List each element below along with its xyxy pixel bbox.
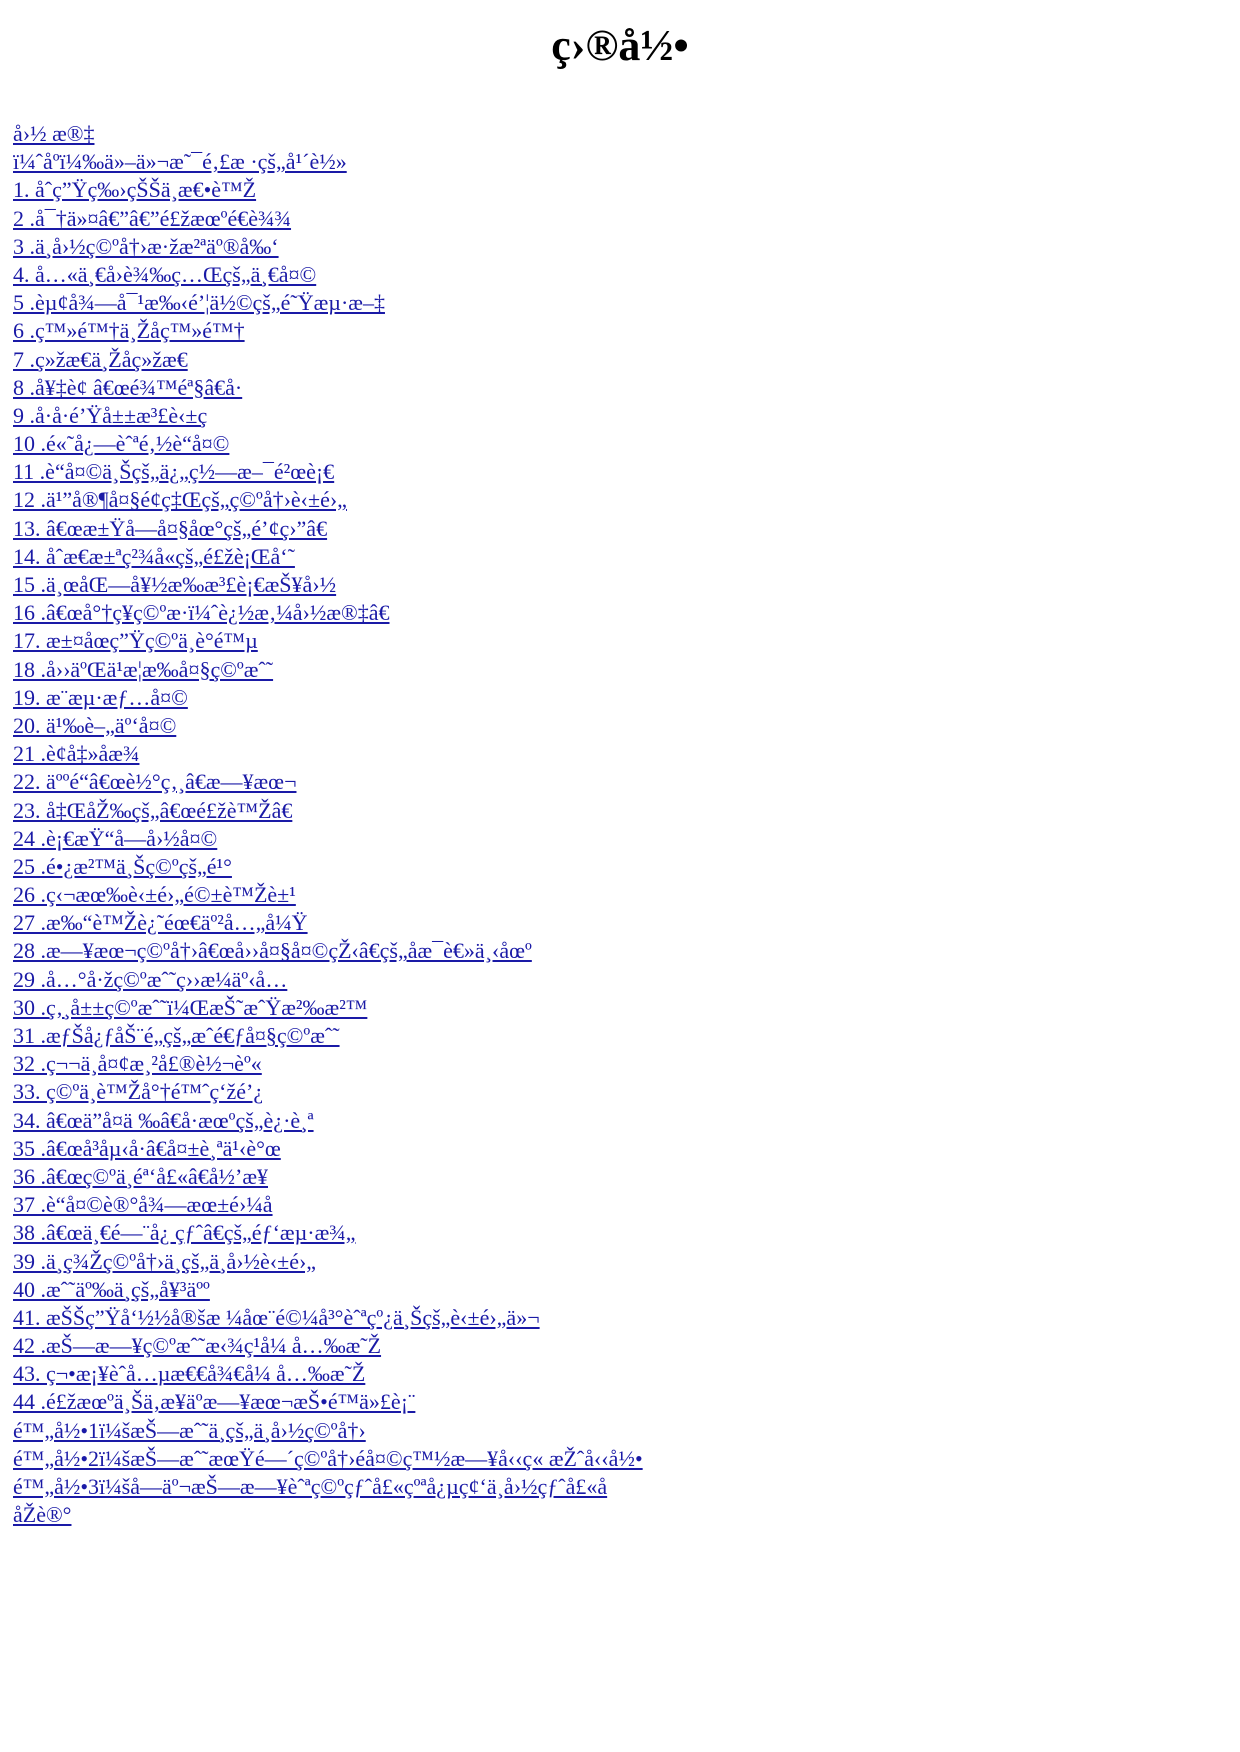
list-item (13, 966, 1213, 994)
list-item (13, 430, 1213, 458)
toc-link[interactable]: 1. åˆç”Ÿç‰›çŠŠä¸æ€•è™Ž (13, 177, 257, 203)
toc-link[interactable]: 40 .æˆ˜äº‰ä¸çš„å¥³äºº (13, 1276, 210, 1302)
list-item (13, 627, 1213, 655)
toc-link[interactable]: å›½ æ®‡ (13, 121, 95, 146)
toc-link[interactable]: 2 .å¯†ä»¤â€”â€”é£žæœºé€è¾¾ (13, 205, 292, 231)
list-item (13, 1332, 1213, 1360)
list-item (13, 937, 1213, 965)
toc-link[interactable]: 28 .æ—¥æœ¬ç©ºå†›â€œå››å¤§å¤©çŽ‹â€çš„åæ¯è€»ä¸‹åœº (13, 938, 532, 964)
list-item (13, 656, 1213, 684)
table-of-contents (13, 120, 1213, 1529)
list-item (13, 458, 1213, 486)
toc-link[interactable]: 42 .æŠ—æ—¥ç©ºæˆ˜æ‹¾ç¹å¼ å…‰æ˜Ž (13, 1333, 382, 1359)
toc-link[interactable]: 44 .é£žæœºä¸Šä‚æ¥äºæ—¥æœ¬æŠ•é™ä»£è¡¨ (13, 1389, 416, 1415)
list-item (13, 599, 1213, 627)
list-item (13, 1304, 1213, 1332)
list-item (13, 994, 1213, 1022)
list-item (13, 1445, 1213, 1473)
toc-link[interactable]: 38 .â€œä¸€é—¨å¿ çƒˆâ€çš„éƒ‘æµ·æ¾„ (13, 1220, 356, 1246)
list-item (13, 120, 1213, 148)
toc-link[interactable]: 21 .è¢å‡»åæ¾ (13, 741, 140, 767)
list-item (13, 797, 1213, 825)
list-item (13, 1219, 1213, 1247)
list-item (13, 148, 1213, 176)
list-item (13, 1163, 1213, 1191)
toc-link[interactable]: 37 .è“å¤©è®°å¾—æœ±é›¼å (13, 1192, 273, 1218)
toc-link[interactable]: 17. æ±¤åœç”Ÿç©ºä¸è°é™µ (13, 628, 258, 654)
toc-link[interactable]: 16 .â€œå°†ç¥ç©ºæ·ï¼ˆè¿½æ‚¼å›½æ®‡â€ (13, 600, 390, 626)
list-item (13, 881, 1213, 909)
list-item (13, 205, 1213, 233)
toc-link[interactable]: 14. åˆæ€æ±ªç²¾å«çš„é£žè¡Œå‘˜ (13, 543, 295, 569)
toc-link[interactable]: 27 .æ‰“è™Žè¿˜éœ€äº²å…„å¼Ÿ (13, 910, 308, 936)
toc-link[interactable]: 4. å…«ä¸€å›è¾‰ç…Œçš„ä¸€å¤© (13, 261, 317, 287)
toc-link[interactable]: 19. æ¨æµ·æƒ…å¤© (13, 684, 188, 710)
toc-link[interactable]: ï¼ˆåºï¼‰ä»–ä»¬æ˜¯é‚£æ ·çš„å¹´è½» (13, 149, 347, 175)
toc-link[interactable]: 9 .å·å·é’Ÿå±±æ³£è‹±ç (13, 402, 208, 428)
list-item (13, 543, 1213, 571)
list-item (13, 1501, 1213, 1529)
toc-link[interactable]: 22. äººé“â€œè½°ç‚¸â€æ—¥æœ¬ (13, 769, 297, 795)
list-item (13, 1417, 1213, 1445)
page-title: ç›®å½• (551, 21, 689, 70)
list-item (13, 289, 1213, 317)
list-item (13, 1360, 1213, 1388)
toc-link[interactable]: 43. ç¬•æ¡¥èˆå…µæ€€å¾€å¼ å…‰æ˜Ž (13, 1361, 366, 1387)
toc-link[interactable]: 32 .ç¬¬ä¸å¤¢æ¸²å£®è½¬èº« (13, 1051, 262, 1077)
list-item (13, 853, 1213, 881)
toc-link[interactable]: 8 .å¥‡è¢ â€œé¾™éª§â€å· (13, 374, 243, 400)
toc-link[interactable]: 15 .ä¸œåŒ—å¥½æ‰æ³£è¡€æŠ¥å›½ (13, 572, 337, 597)
toc-link[interactable]: 18 .å››äºŒä¹æ¦æ‰å¤§ç©ºæˆ˜ (13, 656, 274, 682)
list-item (13, 1388, 1213, 1416)
list-item (13, 515, 1213, 543)
toc-link[interactable]: 12 .ä¹”å®¶å¤§é¢ç‡Œçš„ç©ºå†›è‹±é›„ (13, 487, 347, 513)
list-item (13, 176, 1213, 204)
list-item (13, 1248, 1213, 1276)
toc-link[interactable]: 5 .èµ¢å¾—å¯¹æ‰‹é’¦ä½©çš„é˜Ÿæµ·æ–‡ (13, 290, 385, 316)
toc-link[interactable]: 13. â€œæ±Ÿå—å¤§åœ°çš„é’¢ç›”â€ (13, 515, 328, 541)
list-item (13, 486, 1213, 514)
toc-link[interactable]: 7 .ç»žæ€ä¸Žåç»žæ€ (13, 346, 188, 372)
list-item (13, 261, 1213, 289)
toc-link[interactable]: é™„å½•3ï¼šå—äº¬æŠ—æ—¥èˆªç©ºçƒˆå£«çºªå¿µç¢‘ä¸å›½çƒˆå£«å (13, 1474, 608, 1499)
toc-link[interactable]: 36 .â€œç©ºä¸éª‘å£«â€å½’æ¥ (13, 1163, 268, 1189)
list-item (13, 233, 1213, 261)
list-item (13, 571, 1213, 599)
toc-link[interactable]: 3 .ä¸å›½ç©ºå†›æ·žæ²ªäº®å‰‘ (13, 233, 279, 259)
toc-link[interactable]: 35 .â€œå³åµ‹å·â€å¤±è¸ªä¹‹è°œ (13, 1135, 281, 1161)
list-item (13, 1050, 1213, 1078)
list-item (13, 712, 1213, 740)
toc-link[interactable]: 26 .ç‹¬æœ‰è‹±é›„é©±è™Žè±¹ (13, 882, 296, 908)
toc-link[interactable]: 41. æŠŠç”Ÿå‘½½å®šæ ¼åœ¨é©¼å³°èˆªçº¿ä¸Šçš„è‹±é›„ä»¬ (13, 1304, 540, 1330)
list-item (13, 1107, 1213, 1135)
list-item (13, 825, 1213, 853)
toc-link[interactable]: 11 .è“å¤©ä¸Šçš„ä¿„ç½—æ–¯é²œè¡€ (13, 459, 335, 485)
list-item (13, 374, 1213, 402)
list-item (13, 768, 1213, 796)
list-item (13, 346, 1213, 374)
toc-link[interactable]: 6 .ç™»é™†ä¸Žåç™»é™† (13, 318, 245, 344)
toc-link[interactable]: 30 .ç‚¸å±±ç©ºæˆ˜ï¼ŒæŠ˜æˆŸæ²‰æ²™ (13, 994, 368, 1020)
toc-link[interactable]: 33. ç©ºä¸è™Žå°†é™ˆç‘žé’¿ (13, 1079, 264, 1105)
list-item (13, 1022, 1213, 1050)
list-item (13, 909, 1213, 937)
toc-link[interactable]: 24 .è¡€æŸ“å—å›½å¤© (13, 825, 218, 851)
list-item (13, 740, 1213, 768)
toc-link[interactable]: 10 .é«˜å¿—èˆªé‚½è“å¤© (13, 431, 230, 457)
toc-link[interactable]: 23. å‡ŒåŽ‰çš„â€œé£žè™Žâ€ (13, 797, 293, 823)
toc-link[interactable]: 20. ä¹‰è–„äº‘å¤© (13, 712, 177, 738)
list-item (13, 1276, 1213, 1304)
list-item (13, 684, 1213, 712)
toc-link[interactable]: 31 .æƒŠå¿ƒåŠ¨é„çš„æˆé€ƒå¤§ç©ºæˆ˜ (13, 1023, 340, 1048)
list-item (13, 1135, 1213, 1163)
list-item (13, 1473, 1213, 1501)
toc-link[interactable]: é™„å½•2ï¼šæŠ—æˆ˜æœŸé—´ç©ºå†›éå¤©ç™½æ—¥å‹‹ç« æŽˆå‹‹å½• (13, 1445, 643, 1471)
toc-link[interactable]: 25 .é•¿æ²™ä¸Šç©ºçš„é¹° (13, 853, 232, 879)
list-item (13, 1191, 1213, 1219)
list-item (13, 317, 1213, 345)
toc-link[interactable]: åŽè®° (13, 1502, 72, 1528)
toc-link[interactable]: 29 .å…°å·žç©ºæˆ˜ç››æ¼äº‹å… (13, 966, 288, 992)
toc-link[interactable]: 39 .ä¸ç¾Žç©ºå†›ä¸çš„ä¸å›½è‹±é›„ (13, 1248, 317, 1274)
toc-link[interactable]: é™„å½•1ï¼šæŠ—æˆ˜ä¸çš„ä¸å›½ç©ºå†› (13, 1417, 366, 1443)
toc-link[interactable]: 34. â€œä”å¤ä ‰â€å·æœºçš„è¿·è¸ª (13, 1107, 314, 1133)
list-item (13, 1078, 1213, 1106)
list-item (13, 402, 1213, 430)
